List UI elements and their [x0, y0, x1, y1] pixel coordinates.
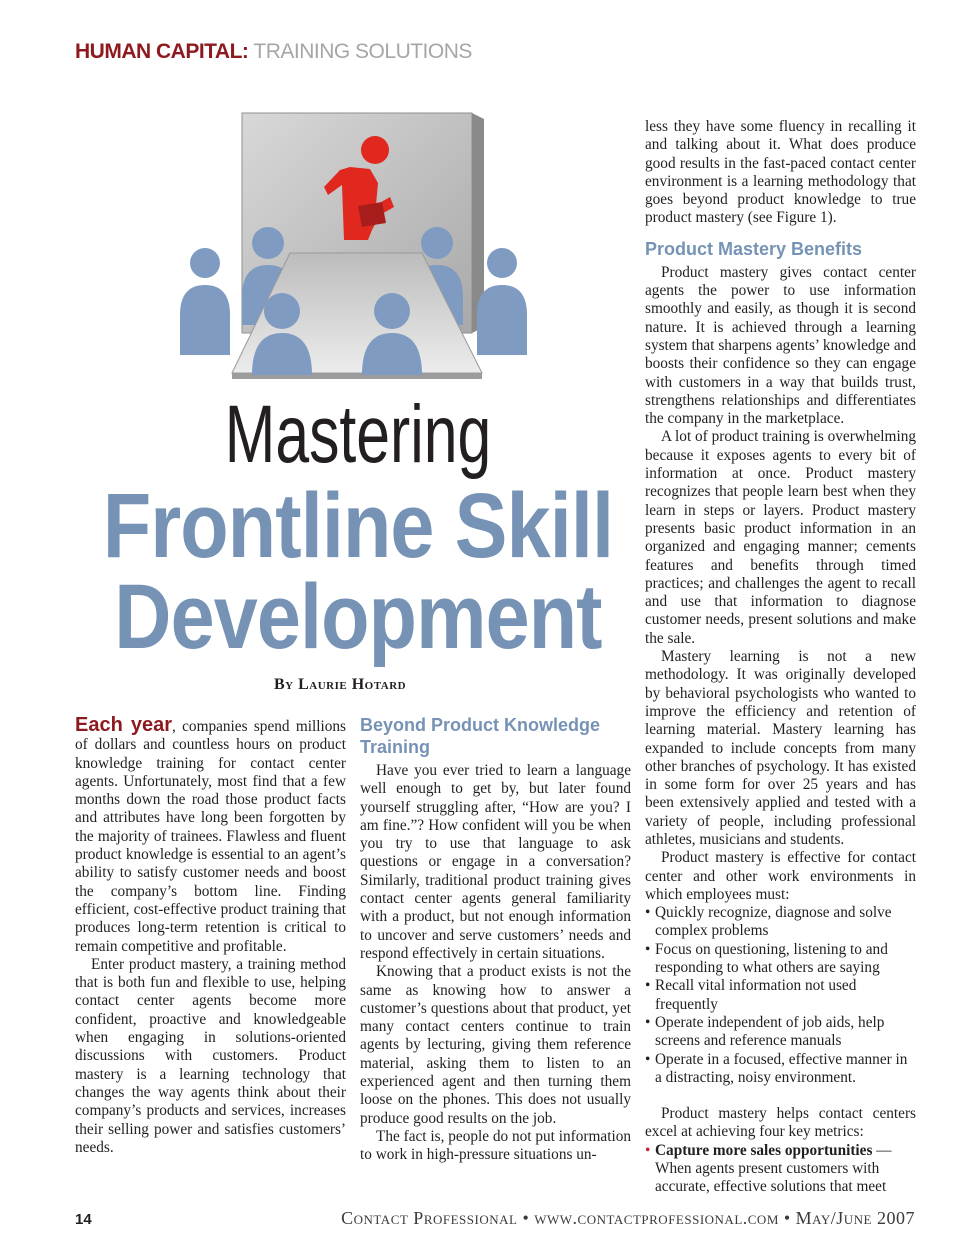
title-line-3: Development — [114, 566, 602, 668]
paragraph: Mastery learning is not a new methodology. It was originally developed by behavioral psychologists who wanted to improve the efficiency and retention of learning material. Mastery learning has expanded to include concepts from many other branches of psychology. It has existed in some form for over 25 years and has been extensively applied and tested with a variety of people, including professional athletes, musicians and students. — [645, 648, 916, 848]
list-item: • Focus on questioning, listening to and responding to what others are saying — [645, 941, 916, 978]
byline: By Laurie Hotard — [274, 676, 407, 693]
subhead: Product Mastery Benefits — [645, 238, 863, 259]
list-item: • Recall vital information not used frequently — [645, 977, 916, 1014]
list-item: • Operate independent of job aids, help screens and reference manuals — [645, 1014, 916, 1051]
column-1 — [75, 716, 346, 1157]
paragraph-text: , companies spend millions of dollars and countless hours on product knowledge training for contact center agents. Unfortunately, most find that a few months down the road those product facts and attributes have long been forgotten by the majority of trainees. Flawless and fluent product knowledge is essential to an agent’s ability to satisfy customer needs and boost the company’s bottom line. Finding efficient, cost-effective product training that produces long-term retention is critical to remain competitive and profitable. — [75, 718, 346, 955]
title-line-2: Frontline Skill — [102, 475, 614, 577]
title-line-1: Mastering — [224, 389, 492, 480]
paragraph: Have you ever tried to learn a language well enough to get by, but later found yourself struggling after, “How are you? I am fine.”? How confident will you be when you try to use that language to ask questions or engage in a conversation? Similarly, traditional product training gives contact center agents general familiarity with a product, but not enough information to uncover and serve customers’ needs and respond effectively in certain situations. — [360, 762, 631, 962]
section-header — [75, 40, 472, 64]
list-item: • Quickly recognize, diagnose and solve complex problems — [645, 904, 916, 941]
list-item: • Operate in a focused, effective manner in a distracting, noisy environment. — [645, 1051, 916, 1088]
paragraph: Knowing that a product exists is not the same as knowing how to answer a customer’s questions about that product, yet many contact centers continue to train agents by lecturing, giving them reference material, asking them to listen to an experienced agent and then turning them loose on the phones. This does not usually produce good results on the job. — [360, 963, 631, 1127]
column-3 — [645, 118, 916, 1197]
lead-in: Each year — [75, 714, 172, 736]
paragraph: Enter product mastery, a training method that is both fun and flexible to use, helping contact center agents become more confident, proactive and knowledgeable when engaging in solutions-oriented discussions with customers. Product mastery is a learning technology that changes the way agents think about their company’s products and services, increases their selling power and satisfies customers’ needs. — [75, 955, 346, 1156]
bullet-list — [645, 904, 916, 1087]
paragraph: less they have some fluency in recalling it and talking about it. What does produce good results in the fast-paced contact center environment is a learning methodology that goes beyond product knowledge to true product mastery (see Figure 1). — [645, 118, 916, 227]
paragraph — [75, 716, 346, 956]
subhead: Beyond Product Knowledge Training — [360, 715, 601, 757]
metric-text: — When agents present customers with accurate, effective solutions that meet — [655, 1141, 892, 1196]
paragraph: Product mastery gives contact center agents the power to use information smoothly and easily, as though it is second nature. It is achieved through a learning system that sharpens agents’ knowledge and boosts their confidence so they can engage with customers in a way that builds trust, strengthens relationships and differentiates the company in the marketplace. — [645, 263, 916, 428]
section-header-bold: HUMAN CAPITAL: — [75, 40, 249, 63]
metrics-list — [645, 1142, 916, 1197]
paragraph: A lot of product training is overwhelming because it exposes agents to every bit of information at once. Product mastery recognizes that people learn best when they learn in steps or layers. Product mastery presents basic product information in an organized and engaging manner; cements features and benefits through timed practices; and challenges the agent to recall and use that information to diagnose customer needs, present solutions and make the sale. — [645, 428, 916, 647]
list-item — [645, 1142, 916, 1197]
footer-text: Contact Professional • www.contactprofessional.com • May/June 2007 — [341, 1208, 915, 1228]
column-2 — [360, 714, 631, 1165]
paragraph: Product mastery helps contact centers excel at achieving four key metrics: — [645, 1105, 916, 1141]
meeting-illustration — [172, 105, 540, 380]
metric-title: Capture more sales opportunities — [655, 1141, 873, 1159]
page-number: 14 — [75, 1211, 92, 1228]
paragraph: The fact is, people do not put information to work in high-pressure situations un- — [360, 1127, 631, 1164]
section-header-thin: TRAINING SOLUTIONS — [248, 40, 472, 63]
paragraph: Product mastery is effective for contact center and other work environments in which employees must: — [645, 849, 916, 903]
